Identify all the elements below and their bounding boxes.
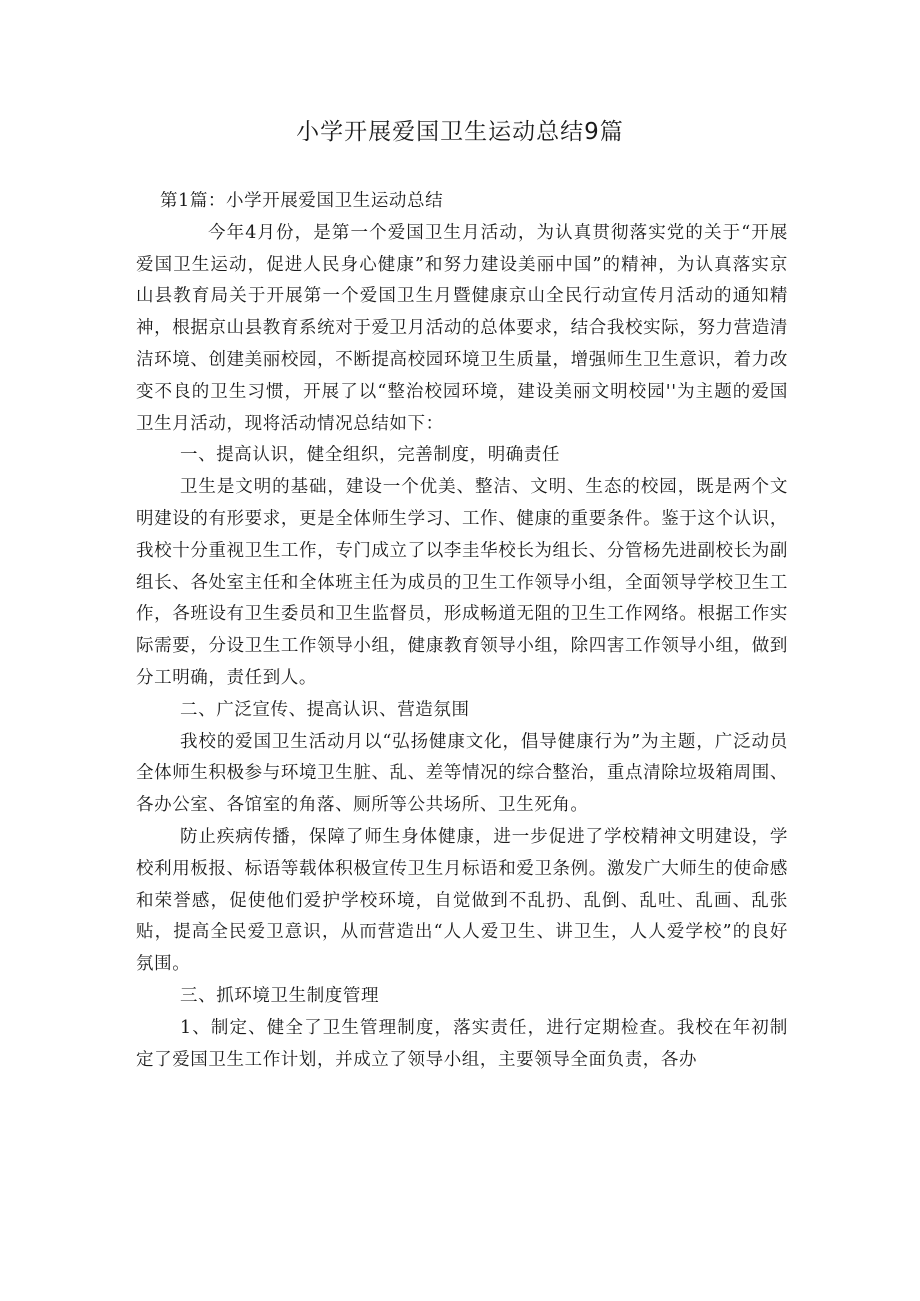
body-paragraph: 1、制定、健全了卫生管理制度，落实责任，进行定期检查。我校在年初制定了爱国卫生工作计划，并成立了领导小组，主要领导全面负责，各办 xyxy=(136,1017,788,1070)
body-paragraph: 卫生是文明的基础，建设一个优美、整洁、文明、生态的校园，既是两个文明建设的有形要求，更是全体师生学习、工作、健康的重要条件。鉴于这个认识，我校十分重视卫生工作，专门成立了以李圭华校长为组长、分管杨先进副校长为副组长、各处室主任和全体班主任为成员的卫生工作领导小组，全面领导学校卫生工作，各班设有卫生委员和卫生监督员，形成畅道无阻的卫生工作网络。根据工作实际需要，分设卫生工作领导小组，健康教育领导小组，除四害工作领导小组，做到分工明确，责任到人。 xyxy=(136,477,788,688)
section-heading-1: 一、提高认识，健全组织，完善制度，明确责任 xyxy=(180,445,561,466)
section-heading-2: 二、广泛宣传、提高认识、营造氛围 xyxy=(180,699,470,720)
body-paragraph: 我校的爱国卫生活动月以“弘扬健康文化，倡导健康行为”为主题，广泛动员全体师生积极参与环境卫生脏、乱、差等情况的综合整治，重点清除垃圾箱周围、各办公室、各馆室的角落、厕所等公共场所、卫生死角。 xyxy=(136,731,788,816)
body-paragraph: 防止疾病传播，保障了师生身体健康，进一步促进了学校精神文明建设，学校利用板报、标语等载体积极宣传卫生月标语和爱卫条例。激发广大师生的使命感和荣誉感，促使他们爱护学校环境，自觉做到不乱扔、乱倒、乱吐、乱画、乱张贴，提高全民爱卫意识，从而营造出“人人爱卫生、讲卫生，人人爱学校”的良好氛围。 xyxy=(136,826,788,975)
document-title: 小学开展爱国卫生运动总结9篇 xyxy=(296,119,624,145)
section-subtitle: 第1篇：小学开展爱国卫生运动总结 xyxy=(160,191,444,211)
section-heading-3: 三、抓环境卫生制度管理 xyxy=(180,985,380,1006)
document-body xyxy=(136,186,788,1076)
intro-paragraph: 今年4月份，是第一个爱国卫生月活动，为认真贯彻落实党的关于“开展爱国卫生运动，促进人民身心健康”和努力建设美丽中国”的精神，为认真落实京山县教育局关于开展第一个爱国卫生月暨健康京山全民行动宣传月活动的通知精神，根据京山县教育系统对于爱卫月活动的总体要求，结合我校实际，努力营造清洁环境、创建美丽校园，不断提高校园环境卫生质量，增强师生卫生意识，着力改变不良的卫生习惯，开展了以“整治校园环境，建设美丽文明校园''为主题的爱国卫生月活动，现将活动情况总结如下： xyxy=(136,222,788,434)
